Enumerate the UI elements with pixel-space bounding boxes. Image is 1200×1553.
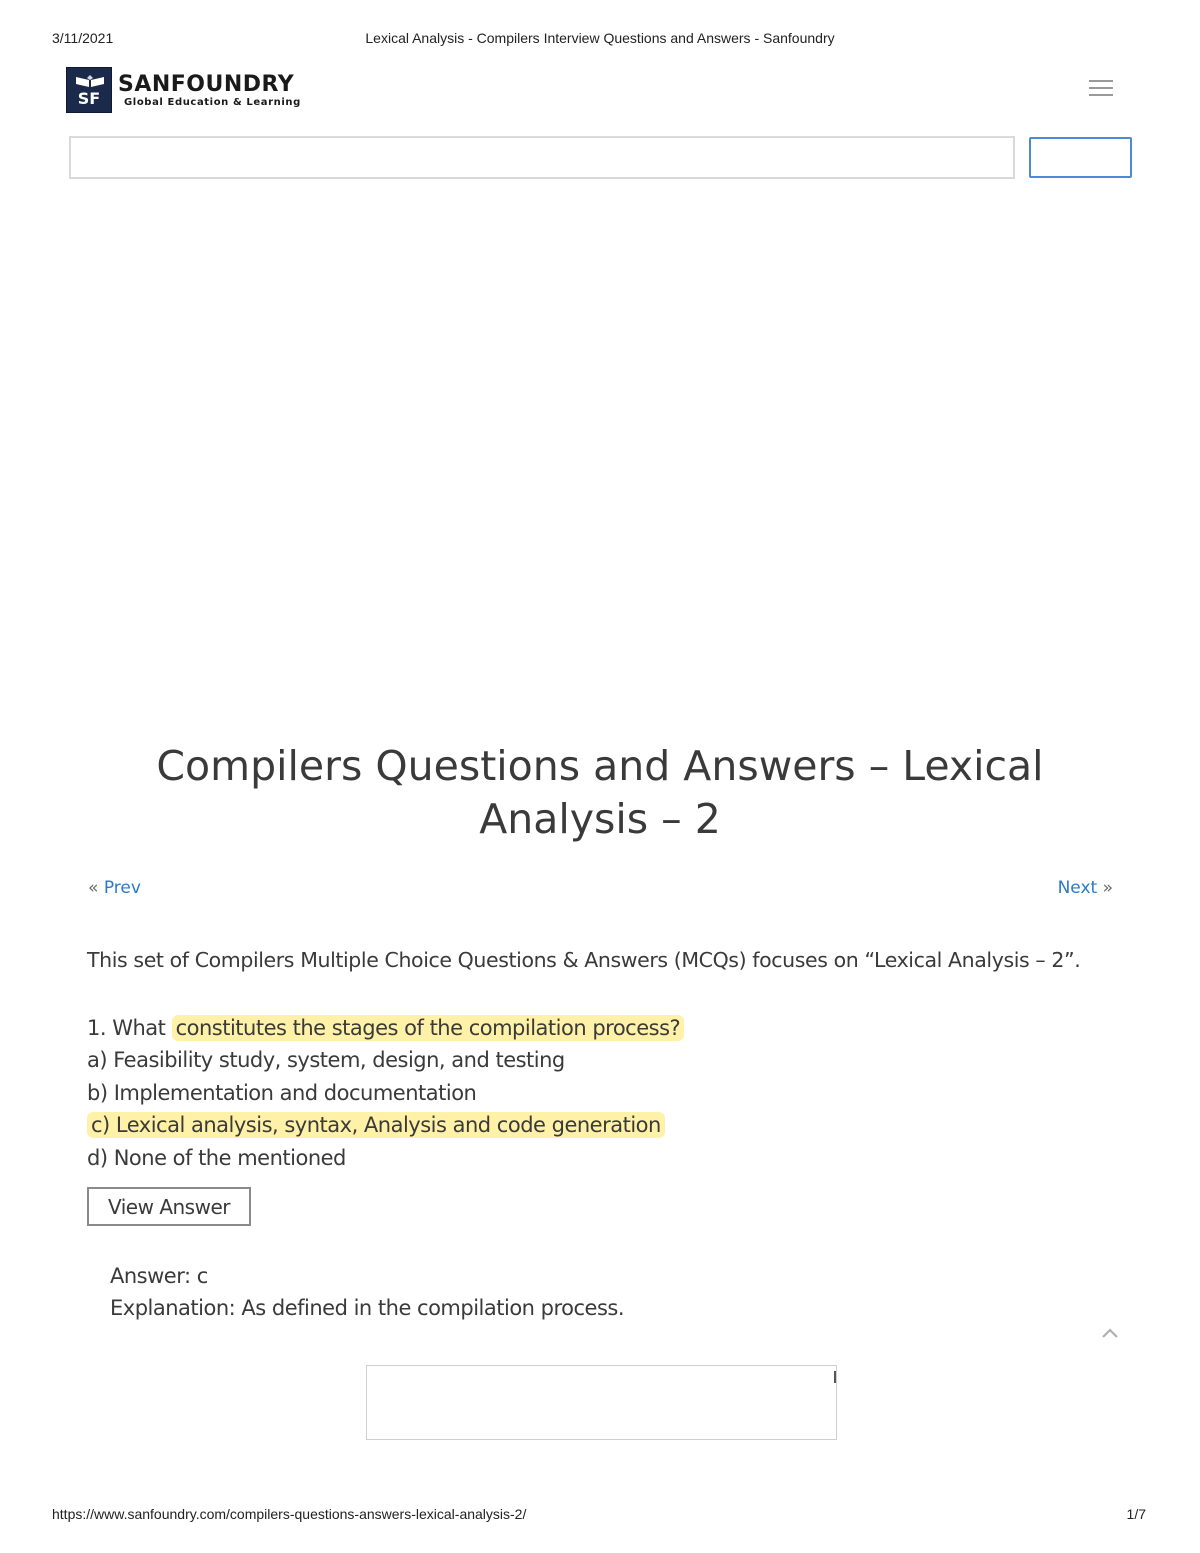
answer-block xyxy=(110,1260,1110,1325)
site-logo[interactable] xyxy=(66,67,301,113)
option-c-highlight: c) Lexical analysis, syntax, Analysis and code generation xyxy=(87,1112,665,1138)
ad-placeholder xyxy=(366,1365,837,1440)
explanation-line: Explanation: As defined in the compilation process. xyxy=(110,1296,625,1321)
intro-text: This set of Compilers Multiple Choice Questions & Answers (MCQs) focuses on “Lexical Analysis – 2”. xyxy=(87,948,1081,972)
view-answer-button[interactable]: View Answer xyxy=(87,1187,251,1226)
logo-mark-icon xyxy=(66,67,112,113)
hamburger-menu-icon[interactable] xyxy=(1089,80,1113,98)
question-prefix: 1. What xyxy=(87,1016,172,1040)
option-b: b) Implementation and documentation xyxy=(87,1080,477,1105)
print-page-number: 1/7 xyxy=(1126,1506,1146,1522)
ad-info-icon[interactable] xyxy=(834,1371,836,1383)
question-block xyxy=(87,1012,1127,1174)
prev-link[interactable] xyxy=(88,878,141,898)
open-book-icon xyxy=(75,74,105,88)
prev-arrow-icon: « xyxy=(88,878,99,898)
search-button[interactable] xyxy=(1029,137,1132,178)
page-title: Compilers Questions and Answers – Lexical Analysis – 2 xyxy=(156,742,1044,843)
print-date: 3/11/2021 xyxy=(52,30,114,46)
prev-label: Prev xyxy=(103,878,141,898)
chevron-up-icon[interactable] xyxy=(1100,1326,1120,1340)
logo-text xyxy=(118,73,301,108)
next-link[interactable] xyxy=(1058,878,1113,898)
logo-tagline: Global Education & Learning xyxy=(124,96,301,108)
print-page-title: Lexical Analysis - Compilers Interview Questions and Answers - Sanfoundry xyxy=(365,30,835,46)
option-a: a) Feasibility study, system, design, and testing xyxy=(87,1048,565,1073)
option-d: d) None of the mentioned xyxy=(87,1145,346,1170)
answer-line: Answer: c xyxy=(110,1264,208,1288)
question-text xyxy=(87,1012,1127,1044)
next-arrow-icon: » xyxy=(1102,878,1113,898)
logo-brand: SANFOUNDRY xyxy=(118,71,295,97)
print-url: https://www.sanfoundry.com/compilers-questions-answers-lexical-analysis-2/ xyxy=(52,1506,527,1522)
logo-mark-letters: SF xyxy=(77,89,101,108)
search-input[interactable] xyxy=(69,136,1015,179)
question-highlight: constitutes the stages of the compilation process? xyxy=(172,1015,685,1041)
next-label: Next xyxy=(1057,878,1098,898)
option-c xyxy=(87,1109,1127,1141)
